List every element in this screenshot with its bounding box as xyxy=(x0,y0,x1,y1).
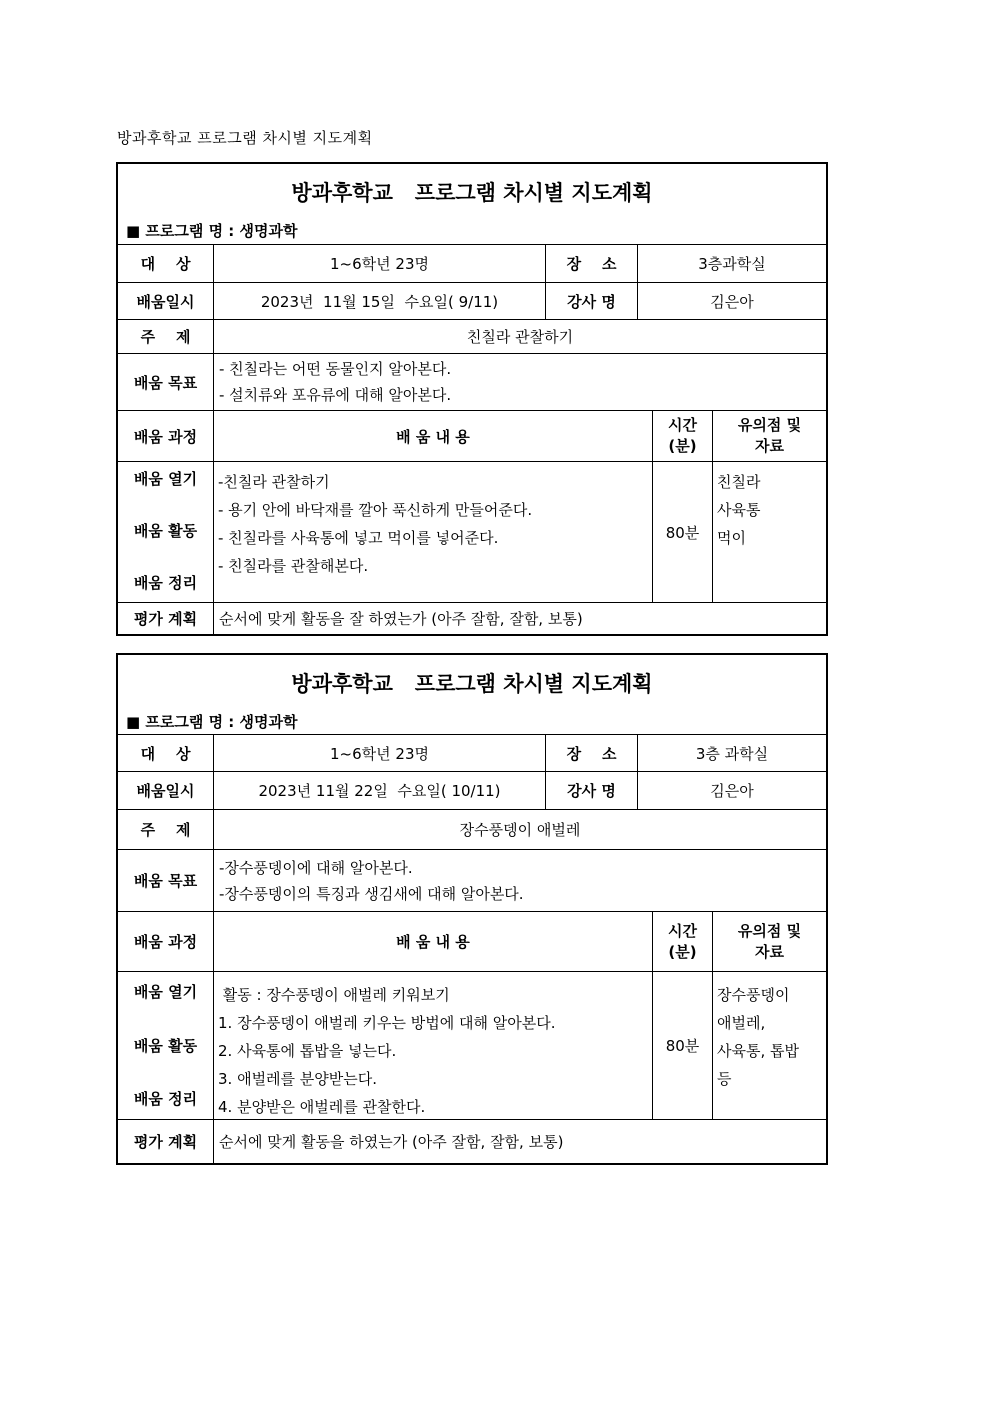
doc-heading: 방과후학교 프로그램 차시별 지도계획 xyxy=(117,129,373,147)
notes-line: 등 xyxy=(717,1070,732,1088)
table-row xyxy=(118,735,826,772)
time-header xyxy=(653,912,713,971)
instructor-value: 김은아 xyxy=(710,782,754,800)
stage-label: 배움 정리 xyxy=(133,574,198,592)
topic-label: 주 제 xyxy=(118,320,214,353)
instructor-label: 강사 명 xyxy=(546,772,638,809)
notes-line: 애벌레, xyxy=(717,1014,766,1032)
goal-content xyxy=(214,850,826,911)
notes-line: 먹이 xyxy=(717,529,746,547)
process-header-label: 배움 과정 xyxy=(118,912,214,971)
table-row xyxy=(118,1120,826,1163)
notes-header xyxy=(713,411,826,461)
notes-header xyxy=(713,912,826,971)
target-value: 1~6학년 23명 xyxy=(214,245,546,282)
goal-line: - 설치류와 포유류에 대해 알아본다. xyxy=(219,386,452,404)
evaluation-label: 평가 계획 xyxy=(118,603,214,634)
table-title: 방과후학교 프로그램 차시별 지도계획 xyxy=(291,671,653,696)
time-header-line: 시간 xyxy=(668,921,697,940)
lesson-plan-table-2 xyxy=(116,653,828,1165)
process-content-line: 3. 애벌레를 분양받는다. xyxy=(218,1070,378,1088)
goal-label: 배움 목표 xyxy=(118,354,214,410)
evaluation-value: 순서에 맞게 활동을 하였는가 (아주 잘함, 잘함, 보통) xyxy=(219,1133,564,1151)
goal-content xyxy=(214,354,826,410)
title-cell xyxy=(118,655,826,734)
table-row xyxy=(118,164,826,245)
process-content-line: 활동 : 장수풍뎅이 애벌레 키워보기 xyxy=(218,986,450,1004)
stage-label: 배움 열기 xyxy=(133,470,198,488)
table-title: 방과후학교 프로그램 차시별 지도계획 xyxy=(291,180,653,205)
target-label: 대 상 xyxy=(118,245,214,282)
table-row xyxy=(118,603,826,634)
topic-value: 친칠라 관찰하기 xyxy=(466,328,574,346)
datetime-value: 2023년 11월 15일 수요일( 9/11) xyxy=(214,283,546,319)
table-row xyxy=(118,655,826,735)
notes-header-line: 자료 xyxy=(755,942,784,961)
process-content-line: - 친칠라를 관찰해본다. xyxy=(218,557,369,575)
table-row xyxy=(118,772,826,810)
process-content xyxy=(214,462,653,602)
instructor-label: 강사 명 xyxy=(546,283,638,319)
evaluation-value: 순서에 맞게 활동을 잘 하였는가 (아주 잘함, 잘함, 보통) xyxy=(219,610,583,628)
stage-label: 배움 활동 xyxy=(133,1036,198,1055)
notes-header-line: 자료 xyxy=(755,437,784,455)
table-row xyxy=(118,283,826,320)
place-label: 장 소 xyxy=(546,735,638,771)
table-row xyxy=(118,972,826,1120)
table-row xyxy=(118,850,826,912)
process-content xyxy=(214,972,653,1119)
process-content-line: 4. 분양받은 애벌레를 관찰한다. xyxy=(218,1098,426,1116)
stage-labels xyxy=(118,972,214,1119)
evaluation-label: 평가 계획 xyxy=(118,1120,214,1163)
notes-line: 사육통, 톱밥 xyxy=(717,1042,799,1060)
table-row xyxy=(118,912,826,972)
time-value: 80분 xyxy=(653,972,713,1119)
time-header-line: (분) xyxy=(668,942,697,961)
program-name: ■ 프로그램 명 : 생명과학 xyxy=(126,222,298,240)
table-row xyxy=(118,810,826,850)
process-content-header: 배 움 내 용 xyxy=(214,912,653,971)
stage-label: 배움 정리 xyxy=(133,1090,198,1108)
title-cell xyxy=(118,164,826,244)
process-content-line: 1. 장수풍뎅이 애벌레 키우는 방법에 대해 알아본다. xyxy=(218,1014,556,1032)
instructor-value: 김은아 xyxy=(710,292,754,311)
process-header-label: 배움 과정 xyxy=(118,411,214,461)
goal-line: -장수풍뎅이의 특징과 생김새에 대해 알아본다. xyxy=(219,884,524,903)
topic-value: 장수풍뎅이 애벌레 xyxy=(459,821,581,839)
stage-labels xyxy=(118,462,214,602)
target-value: 1~6학년 23명 xyxy=(214,735,546,771)
goal-line: -장수풍뎅이에 대해 알아본다. xyxy=(219,858,413,877)
process-content-line: - 용기 안에 바닥재를 깔아 푹신하게 만들어준다. xyxy=(218,501,533,519)
topic-label: 주 제 xyxy=(118,810,214,849)
notes-line: 사육통 xyxy=(717,501,761,519)
notes-line: 친칠라 xyxy=(717,473,761,491)
process-content-header: 배 움 내 용 xyxy=(214,411,653,461)
datetime-value: 2023년 11월 22일 수요일( 10/11) xyxy=(214,772,546,809)
time-header xyxy=(653,411,713,461)
datetime-label: 배움일시 xyxy=(118,283,214,319)
notes-header-line: 유의점 및 xyxy=(737,416,802,434)
datetime-label: 배움일시 xyxy=(118,772,214,809)
process-content-line: -친칠라 관찰하기 xyxy=(218,473,330,491)
lesson-plan-table-1 xyxy=(116,162,828,636)
table-row xyxy=(118,245,826,283)
stage-label: 배움 활동 xyxy=(133,522,198,540)
table-row xyxy=(118,354,826,411)
time-value: 80분 xyxy=(653,462,713,602)
place-label: 장 소 xyxy=(546,245,638,282)
target-label: 대 상 xyxy=(118,735,214,771)
process-content-line: 2. 사육통에 톱밥을 넣는다. xyxy=(218,1042,397,1060)
notes-content xyxy=(713,462,826,602)
table-row xyxy=(118,411,826,462)
goal-line: - 친칠라는 어떤 동물인지 알아본다. xyxy=(219,360,452,378)
goal-label: 배움 목표 xyxy=(118,850,214,911)
notes-content xyxy=(713,972,826,1119)
time-header-line: 시간 xyxy=(668,416,697,434)
program-name: ■ 프로그램 명 : 생명과학 xyxy=(126,713,298,731)
notes-line: 장수풍뎅이 xyxy=(717,986,790,1004)
stage-label: 배움 열기 xyxy=(133,983,198,1001)
process-content-line: - 친칠라를 사육통에 넣고 먹이를 넣어준다. xyxy=(218,529,499,547)
table-row xyxy=(118,320,826,354)
time-header-line: (분) xyxy=(668,437,697,455)
table-row xyxy=(118,462,826,603)
place-value: 3층과학실 xyxy=(698,255,766,273)
place-value: 3층 과학실 xyxy=(695,744,769,763)
notes-header-line: 유의점 및 xyxy=(737,921,802,940)
